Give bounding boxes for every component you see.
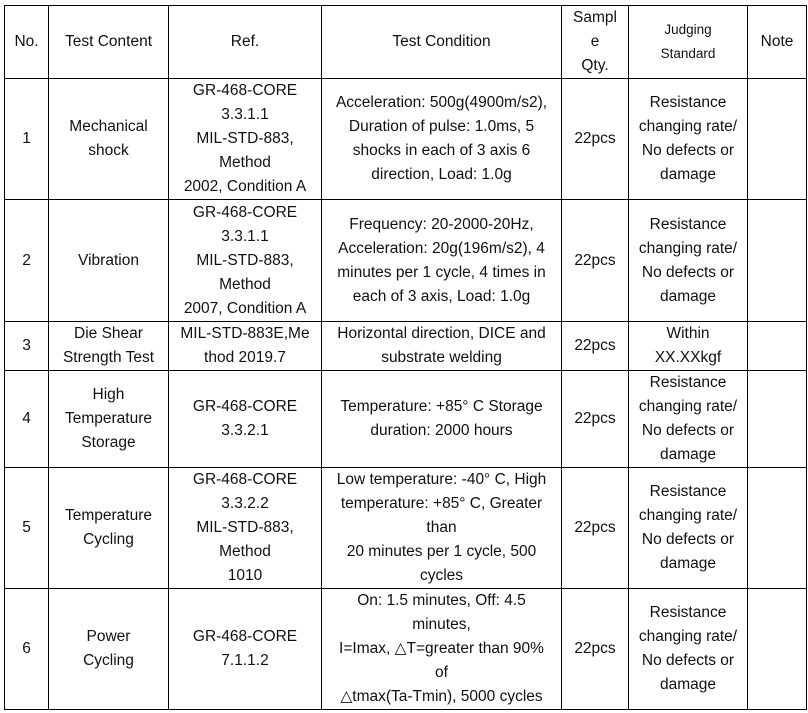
cell-test-content-line: Storage xyxy=(81,434,136,451)
cell-ref-line: GR-468-CORE xyxy=(192,628,298,645)
cell-test-content-line: Mechanical xyxy=(69,118,148,135)
cell-ref-line: 3.3.2.2 xyxy=(221,495,269,512)
cell-judging-standard-line: XX.XXkgf xyxy=(654,349,722,366)
cell-judging-standard-line: changing rate/ xyxy=(638,507,738,524)
cell-test-condition-line: of xyxy=(435,664,448,681)
cell-no: 5 xyxy=(5,468,49,589)
cell-test-content-line: Temperature xyxy=(64,507,152,524)
cell-ref-line: MIL-STD-883, xyxy=(196,130,294,147)
cell-test-condition-line: I=Imax, △T=greater than 90% xyxy=(339,640,544,657)
cell-no: 1 xyxy=(5,79,49,200)
cell-judging-standard-line: No defects or xyxy=(641,263,735,281)
cell-no: 6 xyxy=(5,589,49,710)
cell-judging-standard xyxy=(629,589,748,710)
cell-judging-standard-line: damage xyxy=(659,555,716,572)
cell-sample-qty: 22pcs xyxy=(562,468,629,589)
table-row xyxy=(5,468,807,589)
table-row xyxy=(5,200,807,322)
cell-judging-standard xyxy=(629,468,748,589)
cell-test-content xyxy=(49,468,169,589)
cell-judging-standard-line: changing rate/ xyxy=(638,239,738,257)
cell-test-condition xyxy=(322,200,562,322)
cell-ref-line: Method xyxy=(219,275,271,293)
cell-judging-standard-line: No defects or xyxy=(641,531,735,548)
cell-note xyxy=(748,468,807,589)
cell-test-condition-line: than xyxy=(426,519,457,536)
cell-test-condition-line: minutes per 1 cycle, 4 times in xyxy=(337,263,546,281)
cell-sample-qty: 22pcs xyxy=(562,322,629,371)
cell-ref xyxy=(169,79,322,200)
cell-ref-line: 2002, Condition A xyxy=(183,178,307,195)
cell-test-content xyxy=(49,589,169,710)
cell-ref-line: GR-468-CORE xyxy=(192,398,298,415)
cell-test-condition xyxy=(322,79,562,200)
table-row xyxy=(5,79,807,200)
header-sample-qty xyxy=(562,6,629,79)
cell-test-condition-line: substrate welding xyxy=(381,349,502,366)
cell-ref-line: GR-468-CORE xyxy=(192,82,298,99)
cell-judging-standard-line: changing rate/ xyxy=(638,398,738,415)
header-row xyxy=(5,6,807,79)
cell-judging-standard-line: Resistance xyxy=(649,94,727,111)
table-row xyxy=(5,322,807,371)
cell-test-condition-line: Horizontal direction, DICE and xyxy=(337,325,546,342)
cell-test-condition-line: minutes, xyxy=(412,616,471,633)
cell-ref-line: GR-468-CORE xyxy=(192,203,298,221)
cell-test-condition-line: Temperature: +85° C Storage xyxy=(340,398,543,415)
cell-test-condition-line: cycles xyxy=(419,567,464,584)
cell-test-content-line: High xyxy=(92,386,125,403)
cell-judging-standard-line: damage xyxy=(659,287,716,305)
cell-test-content-line: Temperature xyxy=(64,410,152,427)
cell-test-condition xyxy=(322,468,562,589)
cell-ref xyxy=(169,589,322,710)
cell-test-condition-line: △tmax(Ta-Tmin), 5000 cycles xyxy=(340,688,543,705)
cell-judging-standard-line: No defects or xyxy=(641,652,735,669)
cell-judging-standard xyxy=(629,200,748,322)
cell-sample-qty: 22pcs xyxy=(562,200,629,322)
cell-ref-line: MIL-STD-883E,Me xyxy=(180,325,310,342)
cell-test-condition-line: Duration of pulse: 1.0ms, 5 xyxy=(348,118,535,135)
cell-test-condition-line: 20 minutes per 1 cycle, 500 xyxy=(346,543,537,560)
cell-note xyxy=(748,322,807,371)
cell-ref-line: 7.1.1.2 xyxy=(221,652,269,669)
header-judging-standard xyxy=(629,6,748,79)
cell-judging-standard-line: Resistance xyxy=(649,215,727,233)
cell-judging-standard xyxy=(629,322,748,371)
cell-ref-line: MIL-STD-883, xyxy=(196,519,294,536)
cell-test-condition-line: shocks in each of 3 axis 6 xyxy=(352,142,531,159)
header-judging-standard-line: Judging xyxy=(664,22,712,37)
cell-test-condition-line: duration: 2000 hours xyxy=(370,422,513,439)
cell-test-content-line: Die Shear xyxy=(74,325,143,342)
cell-ref-line: Method xyxy=(219,543,271,560)
cell-no: 3 xyxy=(5,322,49,371)
cell-ref-line: 3.3.2.1 xyxy=(221,422,269,439)
cell-ref-line: 1010 xyxy=(227,567,263,584)
cell-test-condition-line: On: 1.5 minutes, Off: 4.5 xyxy=(357,592,526,609)
cell-ref-line: thod 2019.7 xyxy=(204,349,286,366)
cell-sample-qty: 22pcs xyxy=(562,589,629,710)
table-row xyxy=(5,371,807,468)
cell-test-content-line: Cycling xyxy=(83,652,134,669)
cell-test-condition xyxy=(322,322,562,371)
cell-test-content xyxy=(49,79,169,200)
cell-ref-line: GR-468-CORE xyxy=(192,471,298,488)
header-note: Note xyxy=(748,6,807,79)
cell-test-condition-line: each of 3 axis, Load: 1.0g xyxy=(352,287,531,305)
cell-test-condition-line: temperature: +85° C, Greater xyxy=(340,495,543,512)
cell-judging-standard-line: Resistance xyxy=(649,374,727,391)
cell-test-content-line: Power xyxy=(86,628,131,645)
cell-note xyxy=(748,79,807,200)
reliability-test-table xyxy=(4,5,807,710)
cell-test-condition-line: direction, Load: 1.0g xyxy=(371,166,512,183)
header-ref: Ref. xyxy=(169,6,322,79)
cell-judging-standard-line: Resistance xyxy=(649,483,727,500)
cell-test-content-line: Vibration xyxy=(78,251,139,269)
cell-test-content xyxy=(49,200,169,322)
header-sample-qty-line: e xyxy=(590,33,600,50)
cell-no: 4 xyxy=(5,371,49,468)
cell-note xyxy=(748,371,807,468)
cell-judging-standard-line: Within xyxy=(666,325,710,342)
cell-ref-line: 3.3.1.1 xyxy=(221,106,269,123)
cell-judging-standard-line: No defects or xyxy=(641,142,735,159)
cell-test-content-line: Strength Test xyxy=(62,349,155,366)
cell-test-condition-line: Acceleration: 500g(4900m/s2), xyxy=(335,94,548,111)
cell-ref-line: 3.3.1.1 xyxy=(221,227,269,245)
cell-sample-qty: 22pcs xyxy=(562,79,629,200)
cell-judging-standard-line: No defects or xyxy=(641,422,735,439)
table-row xyxy=(5,589,807,710)
cell-no: 2 xyxy=(5,200,49,322)
cell-test-content xyxy=(49,322,169,371)
cell-note xyxy=(748,589,807,710)
cell-ref-line: 2007, Condition A xyxy=(183,299,307,317)
cell-judging-standard-line: changing rate/ xyxy=(638,118,738,135)
cell-judging-standard-line: changing rate/ xyxy=(638,628,738,645)
cell-judging-standard-line: damage xyxy=(659,446,716,463)
header-no: No. xyxy=(5,6,49,79)
cell-test-content xyxy=(49,371,169,468)
cell-ref xyxy=(169,371,322,468)
cell-test-content-line: shock xyxy=(88,142,129,159)
cell-test-condition xyxy=(322,589,562,710)
cell-test-condition-line: Low temperature: -40° C, High xyxy=(336,471,547,488)
cell-test-condition-line: Acceleration: 20g(196m/s2), 4 xyxy=(338,239,545,257)
cell-judging-standard xyxy=(629,79,748,200)
cell-ref xyxy=(169,200,322,322)
cell-ref-line: MIL-STD-883, xyxy=(196,251,294,269)
cell-test-condition-line: Frequency: 20-2000-20Hz, xyxy=(349,215,534,233)
header-test-condition: Test Condition xyxy=(322,6,562,79)
header-test-content: Test Content xyxy=(49,6,169,79)
cell-ref xyxy=(169,322,322,371)
header-sample-qty-line: Qty. xyxy=(581,57,609,74)
cell-judging-standard-line: damage xyxy=(659,166,716,183)
header-judging-standard-line: Standard xyxy=(660,46,716,61)
cell-ref xyxy=(169,468,322,589)
cell-note xyxy=(748,200,807,322)
cell-ref-line: Method xyxy=(219,154,271,171)
cell-test-condition xyxy=(322,371,562,468)
cell-judging-standard xyxy=(629,371,748,468)
cell-sample-qty: 22pcs xyxy=(562,371,629,468)
cell-test-content-line: Cycling xyxy=(83,531,134,548)
cell-judging-standard-line: damage xyxy=(659,676,716,693)
header-sample-qty-line: Sampl xyxy=(573,9,617,26)
cell-judging-standard-line: Resistance xyxy=(649,604,727,621)
